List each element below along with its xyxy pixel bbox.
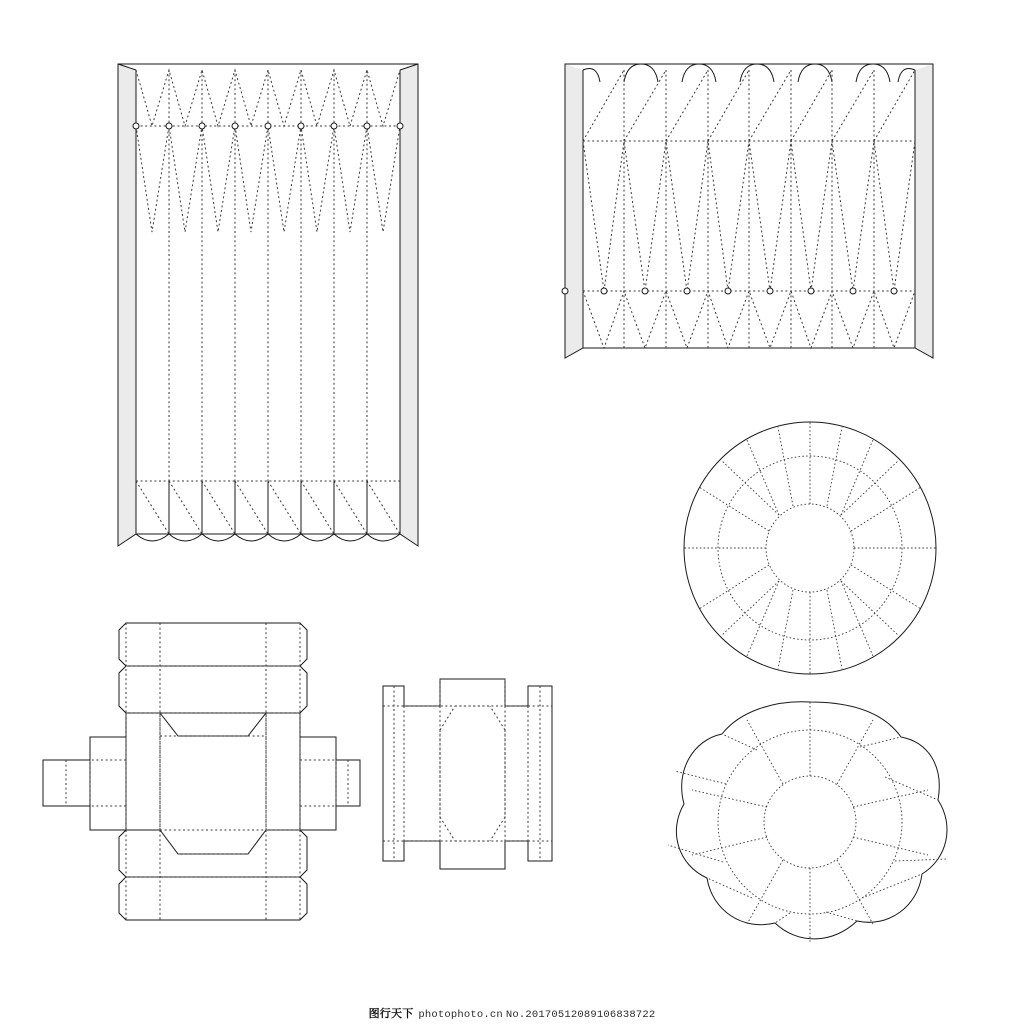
right-wing-inner <box>300 737 336 830</box>
figure-tall-fluted-carton-dieline <box>118 64 418 546</box>
tray-outline <box>383 679 552 869</box>
glue-flap-shading-left <box>118 64 136 546</box>
rosette2-mid-circle <box>718 730 902 914</box>
watermark-site: photophoto.cn <box>418 1009 503 1021</box>
watermark-brand: 图行天下 <box>368 1008 414 1020</box>
footer-watermark <box>0 1005 1024 1021</box>
bottom-flap-outer <box>119 877 307 920</box>
figure-octagonal-box-dieline <box>43 623 360 920</box>
rosette-radial-creases <box>684 422 936 674</box>
top-flap-outer <box>119 623 307 666</box>
watermark-code: No.20170512089106838722 <box>505 1009 656 1021</box>
panel-fold-lines <box>169 70 367 534</box>
figure-octagonal-tray-dieline <box>383 679 552 869</box>
rosette2-outer-petal-outline <box>676 702 947 939</box>
rosette-inner-circle <box>766 504 854 592</box>
rosette-outer-circle <box>684 422 936 674</box>
bottom-scalloped-flaps <box>136 481 400 541</box>
top-flap-inner <box>119 666 307 713</box>
rosette2-inner-circle <box>764 776 856 868</box>
figure-radial-rosette-fine <box>684 422 936 674</box>
panel-fold-lines-2 <box>624 70 874 348</box>
glue-flap-shading-left-2 <box>565 64 583 358</box>
glue-flap-shading-right <box>400 64 418 546</box>
glue-flap-shading-right-2 <box>915 64 933 358</box>
figure-radial-rosette-coarse <box>668 702 947 942</box>
figure-wide-fluted-carton-dieline <box>562 64 933 358</box>
left-wing-inner <box>90 737 126 830</box>
